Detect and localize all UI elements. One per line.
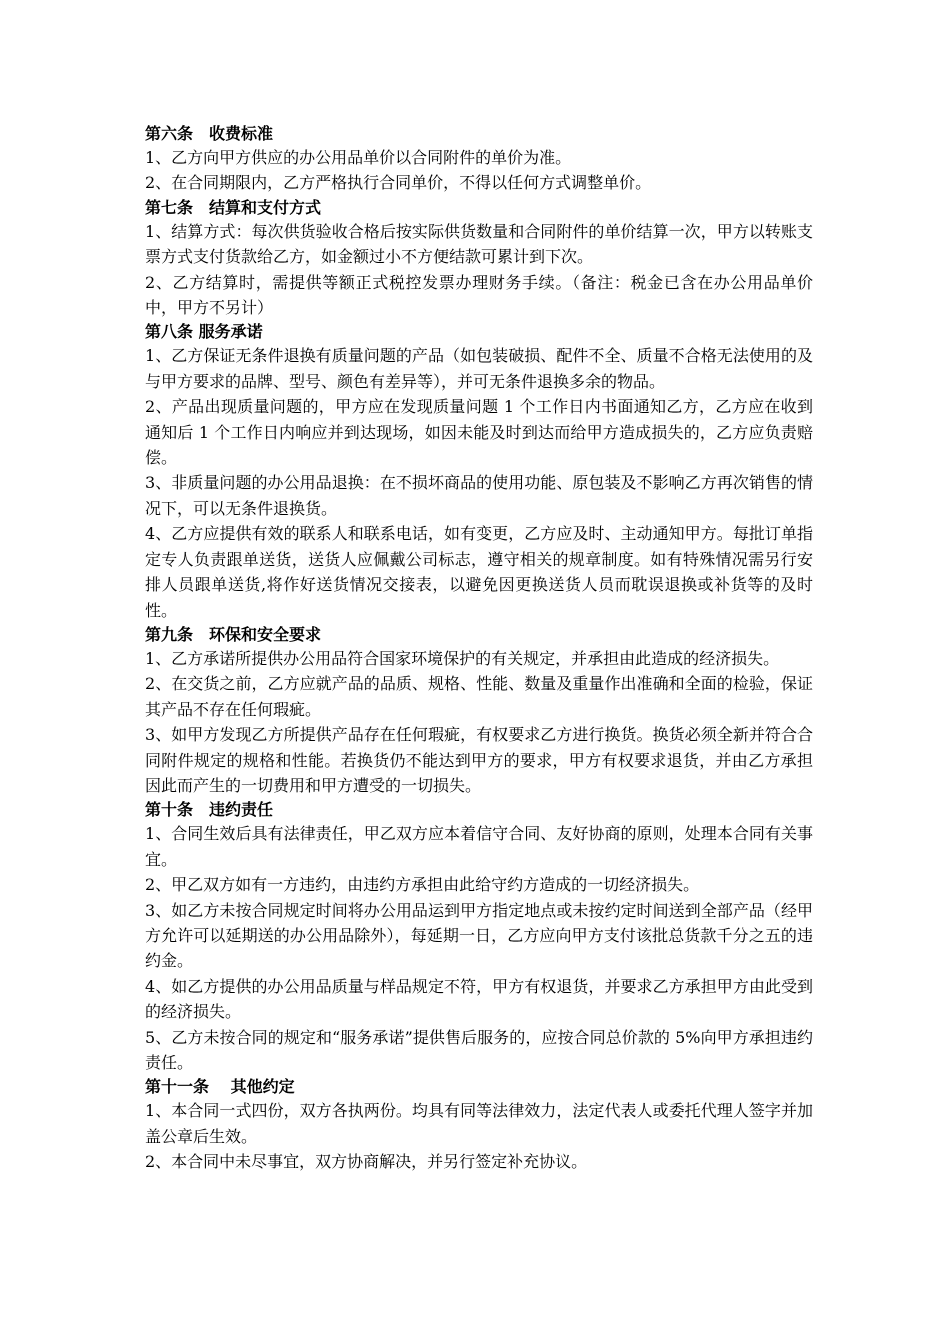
clause-paragraph: 2、在交货之前，乙方应就产品的品质、规格、性能、数量及重量作出准确和全面的检验，保证其产品不存在任何瑕疵。	[145, 674, 813, 719]
clause-paragraph: 4、如乙方提供的办公用品质量与样品规定不符，甲方有权退货，并要求乙方承担甲方由此受到的经济损失。	[145, 976, 813, 1022]
section-6	[145, 122, 813, 196]
clause-paragraph: 1、乙方保证无条件退换有质量问题的产品（如包装破损、配件不全、质量不合格无法使用的及与甲方要求的品牌、型号、颜色有差异等），并可无条件退换多余的物品。	[145, 346, 813, 391]
clause-paragraph: 2、在合同期限内，乙方严格执行合同单价，不得以任何方式调整单价。	[145, 173, 652, 193]
clause-paragraph: 1、乙方承诺所提供办公用品符合国家环境保护的有关规定，并承担由此造成的经济损失。	[145, 648, 780, 668]
clause-paragraph: 2、产品出现质量问题的，甲方应在发现质量问题 1 个工作日内书面通知乙方，乙方应在收到通知后 1 个工作日内响应并到达现场，如因未能及时到达而给甲方造成损失的，乙方应负责赔偿。	[145, 397, 813, 468]
clause-paragraph: 1、合同生效后具有法律责任，甲乙双方应本着信守合同、友好协商的原则，处理本合同有关事宜。	[145, 824, 813, 869]
clause-paragraph: 3、非质量问题的办公用品退换：在不损坏商品的使用功能、原包装及不影响乙方再次销售的情况下，可以无条件退换货。	[145, 473, 813, 518]
section-heading: 第十条 违约责任	[145, 800, 274, 820]
clause-paragraph: 1、本合同一式四份，双方各执两份。均具有同等法律效力，法定代表人或委托代理人签字并加盖公章后生效。	[145, 1101, 813, 1146]
section-8	[145, 320, 813, 622]
clause-paragraph: 1、结算方式：每次供货验收合格后按实际供货数量和合同附件的单价结算一次，甲方以转账支票方式支付货款给乙方，如金额过小不方便结款可累计到下次。	[145, 221, 813, 267]
section-heading: 第六条 收费标准	[145, 124, 274, 143]
clause-paragraph: 3、如乙方未按合同规定时间将办公用品运到甲方指定地点或未按约定时间送到全部产品（经甲方允许可以延期送的办公用品除外），每延期一日，乙方应向甲方支付该批总货款千分之五的违约金。	[145, 900, 813, 971]
document-page	[145, 122, 813, 1175]
section-7	[145, 196, 813, 321]
section-9	[145, 623, 813, 798]
clause-paragraph: 3、如甲方发现乙方所提供产品存在任何瑕疵，有权要求乙方进行换货。换货必须全新并符合合同附件规定的规格和性能。若换货仍不能达到甲方的要求，甲方有权要求退货，并由乙方承担因此而产生的一切费用和甲方遭受的一切损失。	[145, 725, 813, 795]
clause-paragraph: 2、乙方结算时，需提供等额正式税控发票办理财务手续。（备注：税金已含在办公用品单价中，甲方不另计）	[145, 272, 813, 318]
clause-paragraph: 5、乙方未按合同的规定和“服务承诺”提供售后服务的，应按合同总价款的 5%向甲方承担违约责任。	[145, 1027, 813, 1072]
section-11	[145, 1075, 813, 1174]
section-10	[145, 798, 813, 1075]
clause-paragraph: 2、甲乙双方如有一方违约，由违约方承担由此给守约方造成的一切经济损失。	[145, 875, 700, 895]
section-heading: 第九条 环保和安全要求	[145, 624, 322, 644]
section-heading: 第八条 服务承诺	[145, 322, 263, 342]
clause-paragraph: 1、乙方向甲方供应的办公用品单价以合同附件的单价为准。	[145, 148, 572, 167]
section-heading: 第十一条 其他约定	[145, 1077, 295, 1097]
section-heading: 第七条 结算和支付方式	[145, 197, 322, 217]
clause-paragraph: 4、乙方应提供有效的联系人和联系电话，如有变更，乙方应及时、主动通知甲方。每批订单指定专人负责跟单送货，送货人应佩戴公司标志，遵守相关的规章制度。如有特殊情况需另行安排人员跟单送货,将作好送货情况交接表，以避免因更换送货人员而耽误退换或补货等的及时性。	[145, 524, 813, 620]
clause-paragraph: 2、本合同中未尽事宜，双方协商解决，并另行签定补充协议。	[145, 1152, 588, 1172]
